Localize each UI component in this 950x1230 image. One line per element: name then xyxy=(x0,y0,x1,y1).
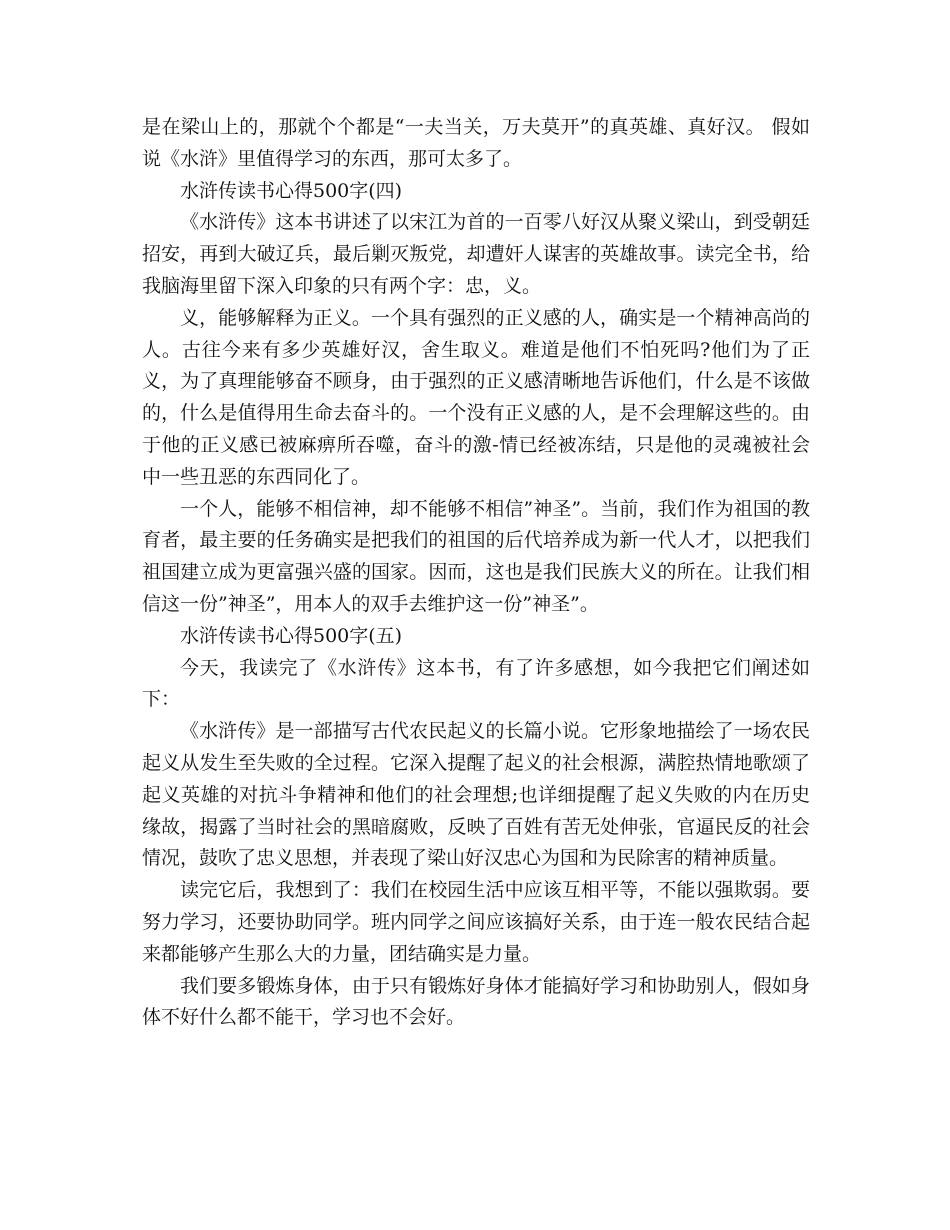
paragraph-exercise: 我们要多锻炼身体，由于只有锻炼好身体才能搞好学习和协助别人，假如身体不好什么都不能干，学习也不会好。 xyxy=(142,974,810,1029)
paragraph-intro-four: 《水浒传》这本书讲述了以宋江为首的一百零八好汉从聚义梁山，到受朝廷招安，再到大破辽兵，最后剿灭叛党，却遭奸人谋害的英雄故事。读完全书，给我脑海里留下深入印象的只有两个字：忠，义。 xyxy=(142,211,810,297)
document-page xyxy=(142,112,810,1034)
paragraph-righteousness: 义，能够解释为正义。一个具有强烈的正义感的人，确实是一个精神高尚的人。古往今来有多少英雄好汉，舍生取义。难道是他们不怕死吗?他们为了正义，为了真理能够奋不顾身，由于强烈的正义感清晰地告诉他们，什么是不该做的，什么是值得用生命去奋斗的。一个没有正义感的人，是不会理解这些的。由于他的正义感已被麻痹所吞噬，奋斗的激-情已经被冻结，只是他的灵魂被社会中一些丑恶的东西同化了。 xyxy=(142,306,810,488)
paragraph-continuation: 是在梁山上的，那就个个都是“一夫当关，万夫莫开”的真英雄、真好汉。 假如说《水浒》里值得学习的东西，那可太多了。 xyxy=(142,116,810,170)
paragraph-novel-summary: 《水浒传》是一部描写古代农民起义的长篇小说。它形象地描绘了一场农民起义从发生至失败的全过程。它深入提醒了起义的社会根源，满腔热情地歌颂了起义英雄的对抗斗争精神和他们的社会理想;也详细提醒了起义失败的内在历史缘故，揭露了当时社会的黑暗腐败，反映了百姓有苦无处伸张，官逼民反的社会情况，鼓吹了忠义思想，并表现了梁山好汉忠心为国和为民除害的精神质量。 xyxy=(142,720,810,870)
paragraph-sacred: 一个人，能够不相信神，却不能够不相信”神圣”。当前，我们作为祖国的教育者，最主要的任务确实是把我们的祖国的后代培养成为新一代人才，以把我们祖国建立成为更富强兴盛的国家。因而，这也是我们民族大义的所在。让我们相信这一份”神圣”，用本人的双手去维护这一份”神圣”。 xyxy=(142,497,810,615)
section-heading-four: 水浒传读书心得500字(四) xyxy=(180,179,403,202)
paragraph-school-life: 读完它后，我想到了：我们在校园生活中应该互相平等，不能以强欺弱。要努力学习，还要协助同学。班内同学之间应该搞好关系，由于连一般农民结合起来都能够产生那么大的力量，团结确实是力量。 xyxy=(142,879,810,965)
paragraph-intro-five: 今天，我读完了《水浒传》这本书，有了许多感想，如今我把它们阐述如下： xyxy=(142,656,810,711)
section-heading-five: 水浒传读书心得500字(五) xyxy=(180,624,403,647)
